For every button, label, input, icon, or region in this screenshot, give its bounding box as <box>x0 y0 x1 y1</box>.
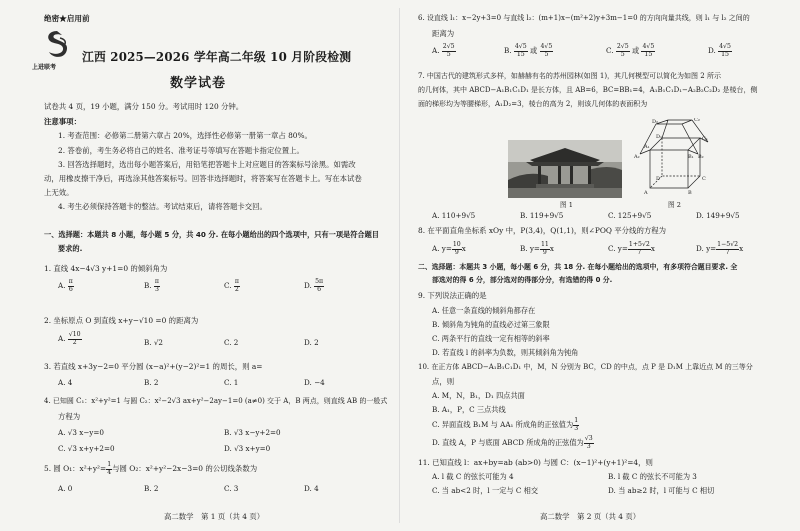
question-6: 6. 设直线 l₁：x−2y+3=0 与直线 l₂：(m+1)x−(m²+2)y+3m−1=0 的方向向量共线，则 l₁ 与 l₂ 之间的 <box>418 14 750 22</box>
q2-option-c: C. 2 <box>224 338 239 347</box>
question-11: 11. 已知直线 l：ax+by=ab (ab>0) 与圆 C：(x−1)²+(y+1)²=4，则 <box>418 458 653 467</box>
q8-option-b: B. y= $\frac{11}{9}$ x <box>520 241 554 256</box>
question-6-cont: 距离为 <box>432 29 455 38</box>
section-1-heading-cont: 要求的. <box>58 244 83 253</box>
question-7-line-1: 7. 中国古代的建筑形式多样，如赫赫有名的苏州园林(如图 1)，其几何模型可以简化为如图 2 所示 <box>418 72 721 80</box>
svg-text:D₂: D₂ <box>652 119 659 125</box>
q6-option-a: A. $\frac{2√5}{5}$ <box>432 43 455 58</box>
note-4: 4. 考生必须保持答题卡的整洁。考试结束后，请将答题卡交回。 <box>58 202 267 211</box>
page-1 <box>14 0 392 531</box>
q6-option-b: B. $\frac{4√5}{15}$ 或 $\frac{4√5}{5}$ <box>504 43 553 58</box>
q9-option-c: C. 两条平行的直线一定有相等的斜率 <box>432 334 550 343</box>
figure-1-pavilion-image <box>508 140 622 198</box>
q3-option-b: B. 2 <box>144 378 159 387</box>
note-3-end: 上无效。 <box>44 188 74 197</box>
svg-text:B₁: B₁ <box>688 154 694 160</box>
svg-text:B₂: B₂ <box>698 154 704 160</box>
exam-intro: 试卷共 4 页，19 小题，满分 150 分。考试用时 120 分钟。 <box>44 102 244 111</box>
q5-option-a: A. 0 <box>58 484 73 493</box>
note-1: 1. 考查范围：必修第二册第六章占 20%，选择性必修第一册第一章占 80%。 <box>58 131 312 140</box>
question-10: 10. 在正方体 ABCD−A₁B₁C₁D₁ 中，M，N 分别为 BC，CD 的中点，点 P 是 D₁M 上靠近点 M 的三等分 <box>418 363 753 371</box>
q11-option-b: B. l 截 C 的弦长不可能为 3 <box>608 472 697 481</box>
q1-option-d: D. $\frac{5\pi}{6}$ <box>304 278 324 293</box>
question-7-line-2: 的几何体，其中 ABCD−A₁B₁C₁D₁ 是长方体，且 AB=6，BC=BB₁=4，A₁B₁C₁D₁−A₂B₂C₂D₂ 是棱台，侧 <box>418 86 758 94</box>
q2-option-a: A. $\frac{√10}{2}$ <box>58 331 81 346</box>
page-2 <box>412 0 790 531</box>
svg-text:C₂: C₂ <box>694 118 700 123</box>
svg-text:D₁: D₁ <box>656 134 663 140</box>
question-7-line-3: 面的梯形均为等腰梯形，A₁D₂=3，棱台的高为 2，则该几何体的表面积为 <box>418 100 648 108</box>
q3-option-a: A. 4 <box>58 378 73 387</box>
q8-option-a: A. y= $\frac{10}{9}$ x <box>432 241 466 256</box>
q10-option-d: D. 直线 A，P 与底面 ABCD 所成角的正弦值为 $\frac{√3}{3}$ <box>432 435 593 450</box>
logo-icon <box>44 29 70 65</box>
q2-option-b: B. √2 <box>144 338 164 347</box>
figure-1-caption: 图 1 <box>560 201 573 209</box>
svg-text:A₂: A₂ <box>634 154 640 160</box>
q10-option-b: B. A₁，P，C 三点共线 <box>432 405 506 414</box>
q5-option-b: B. 2 <box>144 484 159 493</box>
svg-text:C₁: C₁ <box>702 136 708 142</box>
question-1: 1. 直线 4x−4√3 y+1=0 的倾斜角为 <box>44 264 168 273</box>
question-4-cont: 方程为 <box>58 412 81 421</box>
question-9: 9. 下列说法正确的是 <box>418 291 487 300</box>
q5-option-d: D. 4 <box>304 484 319 493</box>
exam-title: 江西 2025—2026 学年高二年级 10 月阶段检测 <box>82 50 352 64</box>
q8-option-c: C. y= $\frac{1+5√2}{7}$ x <box>608 241 655 256</box>
q7-option-d: D. 149+9√5 <box>696 211 740 220</box>
q7-option-c: C. 125+9√5 <box>608 211 652 220</box>
question-2: 2. 坐标原点 O 到直线 x+y−√10 =0 的距离为 <box>44 316 199 325</box>
exam-subtitle: 数学试卷 <box>170 76 227 91</box>
page-1-footer: 高二数学 第 1 页（共 4 页） <box>164 512 265 521</box>
svg-text:B: B <box>688 190 692 196</box>
q2-option-d: D. 2 <box>304 338 319 347</box>
q1-option-b: B. $\frac{\pi}{3}$ <box>144 278 159 293</box>
section-2-heading-cont: 部选对的得 6 分，部分选对的得部分分，有选错的得 0 分. <box>432 276 613 284</box>
q6-option-d: D. $\frac{4√5}{15}$ <box>708 43 731 58</box>
q5-option-c: C. 3 <box>224 484 239 493</box>
q11-option-d: D. 当 ab≥2 时，l 可能与 C 相切 <box>608 486 715 495</box>
section-1-heading: 一、选择题：本题共 8 小题，每小题 5 分，共 40 分. 在每小题给出的四个选项中，只有一项是符合题目 <box>44 230 379 239</box>
q10-option-a: A. M，N，B₁，D₁ 四点共面 <box>432 391 525 400</box>
q8-option-d: D. y= $\frac{1-5√2}{7}$ x <box>696 241 744 256</box>
logo-text: 上进联考 <box>32 64 57 71</box>
q3-option-d: D. −4 <box>304 378 325 387</box>
question-8: 8. 在平面直角坐标系 xOy 中，P(3,4)，Q(1,1)，则∠POQ 平分线的方程为 <box>418 226 667 235</box>
q1-option-c: C. $\frac{\pi}{2}$ <box>224 278 239 293</box>
q4-option-b: B. √3 x−y+2=0 <box>224 428 281 437</box>
section-2-heading: 二、选择题：本题共 3 小题，每小题 6 分，共 18 分. 在每小题给出的选项中，有多项符合题目要求. 全 <box>418 263 738 271</box>
q11-option-a: A. l 截 C 的弦长可能为 4 <box>432 472 514 481</box>
figure-2-diagram <box>632 118 716 196</box>
q4-option-a: A. √3 x−y=0 <box>58 428 104 437</box>
figure-2-caption: 图 2 <box>668 201 681 209</box>
svg-text:A: A <box>644 190 648 196</box>
note-3: 3. 回答选择题时，选出每小题答案后，用铅笔把答题卡上对应题目的答案标号涂黑。如需改 <box>58 160 356 169</box>
page-divider <box>399 8 400 523</box>
q11-option-c: C. 当 ab<2 时，l 一定与 C 相交 <box>432 486 539 495</box>
q10-option-c: C. 异面直线 B₁M 与 AA₁ 所成角的正弦值为 $\frac{1}{3}$ <box>432 417 579 432</box>
notes-heading: 注意事项： <box>44 117 81 126</box>
q3-option-c: C. 1 <box>224 378 239 387</box>
question-5: 5. 圆 O₁：x²+y²= $\frac{1}{4}$ 与圆 O₂：x²+y²−2x−3=0 的公切线条数为 <box>44 461 258 476</box>
page-2-footer: 高二数学 第 2 页（共 4 页） <box>540 512 641 521</box>
q6-option-c: C. $\frac{2√5}{5}$ 或 $\frac{4√5}{15}$ <box>606 43 655 58</box>
secret-label: 绝密★启用前 <box>44 14 90 23</box>
q7-option-b: B. 119+9√5 <box>520 211 564 220</box>
q9-option-b: B. 倾斜角为钝角的直线必过第三象限 <box>432 320 550 329</box>
q4-option-d: D. √3 x+y=0 <box>224 444 271 453</box>
q9-option-a: A. 任意一条直线的倾斜角都存在 <box>432 306 536 315</box>
question-10-cont: 点，则 <box>432 377 455 386</box>
q9-option-d: D. 若直线 l 的斜率为负数，则其倾斜角为钝角 <box>432 348 579 357</box>
question-3: 3. 若直线 x+3y−2=0 平分圆 (x−a)²+(y−2)²=1 的周长，则 a= <box>44 362 263 371</box>
q4-option-c: C. √3 x+y+2=0 <box>58 444 115 453</box>
svg-text:A₁: A₁ <box>644 144 650 150</box>
svg-text:C: C <box>702 176 706 182</box>
q1-option-a: A. $\frac{\pi}{6}$ <box>58 278 73 293</box>
question-4: 4. 已知圆 C₁：x²+y²=1 与圆 C₂：x²−2√3 ax+y²−2ay−1=0 (a≠0) 交于 A，B 两点，则直线 AB 的一般式 <box>44 397 388 405</box>
svg-text:D: D <box>656 176 661 182</box>
note-2: 2. 答卷前，考生务必将自己的姓名、准考证号等填写在答题卡指定位置上。 <box>58 146 304 155</box>
q7-option-a: A. 110+9√5 <box>432 211 476 220</box>
note-3-cont: 动，用橡皮擦干净后，再选涂其他答案标号。回答非选择题时，将答案写在答题卡上。写在本试卷 <box>44 174 362 183</box>
